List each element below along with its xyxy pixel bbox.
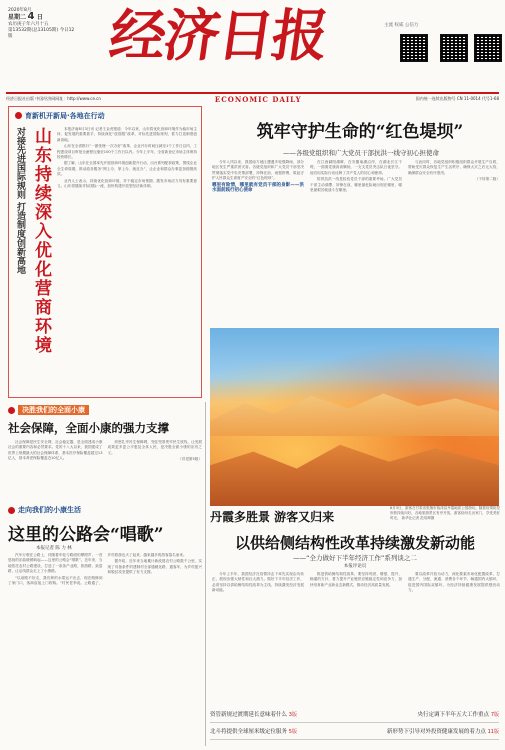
paragraph: 山东在全省推行“一窗受理·一次办好”改革，企业开办时间压减至1个工作日以内，工程建设项目审批全流程压缩至100个工作日以内。今年上半年，全省新登记市场主体保持较快增长。 bbox=[57, 144, 197, 160]
qr-code-icon[interactable] bbox=[400, 34, 428, 62]
section4-subhead: ——“全力做好下半年经济工作”系列谈之二 bbox=[293, 554, 417, 562]
index-row bbox=[210, 723, 499, 740]
serial-number: 国内统一连续出版物号 CN 11-0014 代号1-68 bbox=[415, 96, 499, 101]
photo-caption: 丹霞多胜景 游客又归来 bbox=[210, 510, 335, 524]
section3-label bbox=[8, 505, 202, 515]
paragraph: 与此同时，各地党组织积极组织群众开展生产自救，帮助受灾群众恢复生产生活秩序，确保大灾之后无大疫，确保群众安全有序度汛。 bbox=[408, 160, 500, 175]
main-subhead: ——各级党组织和广大党员干部抗洪一线守初心担使命 bbox=[283, 149, 439, 157]
paragraph: 今年上半年，我国经济在疫情冲击下率先实现由负转正，展现出强大韧性和巨大潜力。做好下半年经济工作，必须坚持以供给侧结构性改革为主线，持续激发经济发展新动能。 bbox=[212, 572, 304, 593]
page-reference: （详见第5版） bbox=[178, 457, 202, 462]
column-divider bbox=[205, 402, 206, 746]
day-number: 4 bbox=[27, 11, 36, 22]
landscape-photo[interactable] bbox=[210, 328, 499, 506]
section4-byline: 本报评论员 bbox=[343, 564, 367, 569]
slogan: 主流 权威 公信力 bbox=[384, 23, 419, 28]
day-label: 星期二 bbox=[8, 14, 27, 21]
qr-code-icon[interactable] bbox=[474, 34, 502, 62]
main-body bbox=[212, 160, 500, 320]
paragraph: 业内人士表示，持续优化营商环境，对于稳定市场预期、激发市场活力具有重要意义。山东将继续对标国际一流，加快构建开放型经济新体制。 bbox=[57, 178, 197, 189]
paragraph: 据了解，山东在全国率先开展营商环境创新提升行动，出台系列配套政策，围绕企业全生命周期，推动政务服务“网上办、掌上办、就近办”，让企业和群众办事更加便捷高效。 bbox=[57, 161, 197, 177]
lead-body bbox=[57, 127, 197, 392]
paragraph: 织密扎牢民生保障网，兜住兜准兜牢民生底线，让发展成果更多更公平惠及全体人民，是决胜全面小康的应有之义。 bbox=[107, 440, 202, 455]
section2-headline[interactable]: 社会保障，全面小康的强力支撑 bbox=[8, 421, 169, 435]
photo-ridge bbox=[210, 438, 499, 506]
publisher-info: 经济日报社出版 中国经济网网址：http://www.ce.cn bbox=[6, 96, 101, 101]
day-unit: 日 bbox=[36, 14, 43, 21]
index-link[interactable]: 新形势下引导对外投资健康发展的着力点 11版 bbox=[386, 729, 499, 735]
publication-info bbox=[8, 8, 76, 40]
newspaper-logo: 经济日报 bbox=[105, 3, 331, 69]
info-bar bbox=[6, 95, 499, 103]
main-headline[interactable]: 筑牢守护生命的“红色堤坝” bbox=[256, 122, 464, 142]
issue-number: 第13532期(总13105期) 今日12版 bbox=[8, 28, 75, 39]
english-title: ECONOMIC DAILY bbox=[214, 94, 302, 104]
section3-body bbox=[8, 553, 202, 745]
masthead bbox=[0, 0, 505, 72]
lead-kicker-text: 育新机开新局·各地在行动 bbox=[25, 111, 105, 120]
section-dot-icon bbox=[15, 112, 22, 119]
paragraph: 推进供给侧结构性改革，要坚持巩固、增强、提升、畅通的方针，着力提升产业链供应链稳定性和竞争力，加快培育新产业新业态新模式，推动经济高质量发展。 bbox=[310, 572, 402, 587]
photo-ridge bbox=[210, 386, 499, 436]
paragraph: 据介绍，近年来当地累计新改建农村公路数千公里，实现了具备条件的建制村全部通硬化路、通客车，为乡村振兴和脱贫攻坚提供了有力支撑。 bbox=[107, 559, 202, 575]
section4-body bbox=[212, 572, 500, 702]
lead-story-box[interactable] bbox=[8, 106, 202, 398]
section2-label bbox=[8, 405, 202, 415]
continuation-note: （下转第二版） bbox=[474, 177, 500, 182]
date-line: 2020年8月 bbox=[8, 8, 32, 13]
lunar-date: 农历庚子年六月十五 bbox=[8, 22, 49, 27]
paragraph: 今年入汛以来，我国南方地区遭遇多轮强降雨，部分地区发生严重洪涝灾害。各级党组织和广大党员干部坚决贯彻落实党中央决策部署，冲锋在前、顽强拼搏，筑起守护人民群众生命财产安全的“红色堤坝”。 bbox=[212, 160, 304, 181]
paragraph: 在江西鄱阳湖畔，在安徽巢湖沿岸，在湖北长江干堤，一面面党旗高高飘扬，一支支党员突击队日夜坚守。他们用实际行动诠释了共产党人的初心和使命。 bbox=[310, 160, 402, 175]
section4-headline[interactable]: 以供给侧结构性改革持续激发新动能 bbox=[234, 534, 475, 552]
paragraph: 本报济南8月3日讯 记者王金虎报道：今年以来，山东将优化营商环境作为稳市场主体、促发展的重要抓手，持续深化“放管服”改革，对标先进国际规则，着力打造制度创新高地。 bbox=[57, 127, 197, 142]
section2-body bbox=[8, 440, 202, 490]
bottom-index bbox=[210, 706, 499, 746]
qr-code-icon[interactable] bbox=[440, 34, 468, 62]
section3-headline[interactable]: 这里的公路会“唱歌” bbox=[8, 525, 164, 545]
section-dot-icon bbox=[8, 507, 15, 514]
index-link[interactable]: 北斗将提供全球厘米级定位服务 5版 bbox=[210, 729, 297, 735]
paragraph: 要以改革开放为动力，深化要素市场化配置改革，打通生产、分配、流通、消费各个环节，畅通国内大循环，促进国内国际双循环，为经济持续健康发展提供强劲动力。 bbox=[408, 572, 500, 593]
paragraph: 汽车行驶在公路上，伴随着车轮与路面的摩擦声，一首悠扬的乐曲缓缓响起——这里的公路会“唱歌”。近年来，当地依托农村公路建设，打造了一条条产业路、旅游路、致富路，让沿线群众走上了小康路。 bbox=[8, 553, 103, 574]
section3-label-text: 走向我们的小康生活 bbox=[18, 506, 81, 514]
paragraph: 社会保障是民生安全网、社会稳定器，是全面建成小康社会的重要内容和必然要求。党的十八大以来，我国建成了世界上规模最大的社会保障体系，基本医疗保险覆盖超过13亿人，基本养老保险覆盖近10亿人。 bbox=[8, 440, 103, 461]
index-link[interactable]: 央行定调下半年五大工作重点 7版 bbox=[417, 712, 499, 718]
index-link[interactable]: 资管新规过渡期延长意味着什么 3版 bbox=[210, 712, 297, 718]
section3-byline: 本报记者 陈 力 林 bbox=[36, 546, 72, 551]
photo-note: 8月3日，游客在甘肃省张掖市临泽县丹霞地质公园游玩。随着疫情防控形势持续向好，各地旅游景区有序开放，游客纷纷走出家门，享受美好时光。 新华社记者 范培珅摄 bbox=[390, 506, 500, 520]
paragraph: 防汛抗洪一线是检验党员干部的重要考场。广大党员干部主动请缨、冲锋在前，哪里最危险就出现在哪里，哪里最艰苦就战斗在哪里。 bbox=[310, 177, 402, 193]
paragraph: “以前路不好走，我们种的水果运不出去，现在路修到了家门口，客商直接上门收购。”村民老李说。公路通了，乡村旅游也火了起来，越来越多的游客慕名而来。 bbox=[8, 553, 187, 586]
lead-kicker bbox=[15, 111, 105, 120]
lead-headline[interactable]: 山东持续深入优化营商环境 bbox=[31, 127, 51, 355]
section2-label-text: 决胜我们的全面小康 bbox=[18, 405, 89, 415]
pull-quote: 哪里有险情，哪里就有党员干部的身影——洪水面前践行初心使命 bbox=[212, 182, 304, 194]
index-row bbox=[210, 706, 499, 723]
lead-subhead: 对接先进国际规则 打造制度创新高地 bbox=[15, 127, 25, 275]
section-dot-icon bbox=[8, 407, 15, 414]
